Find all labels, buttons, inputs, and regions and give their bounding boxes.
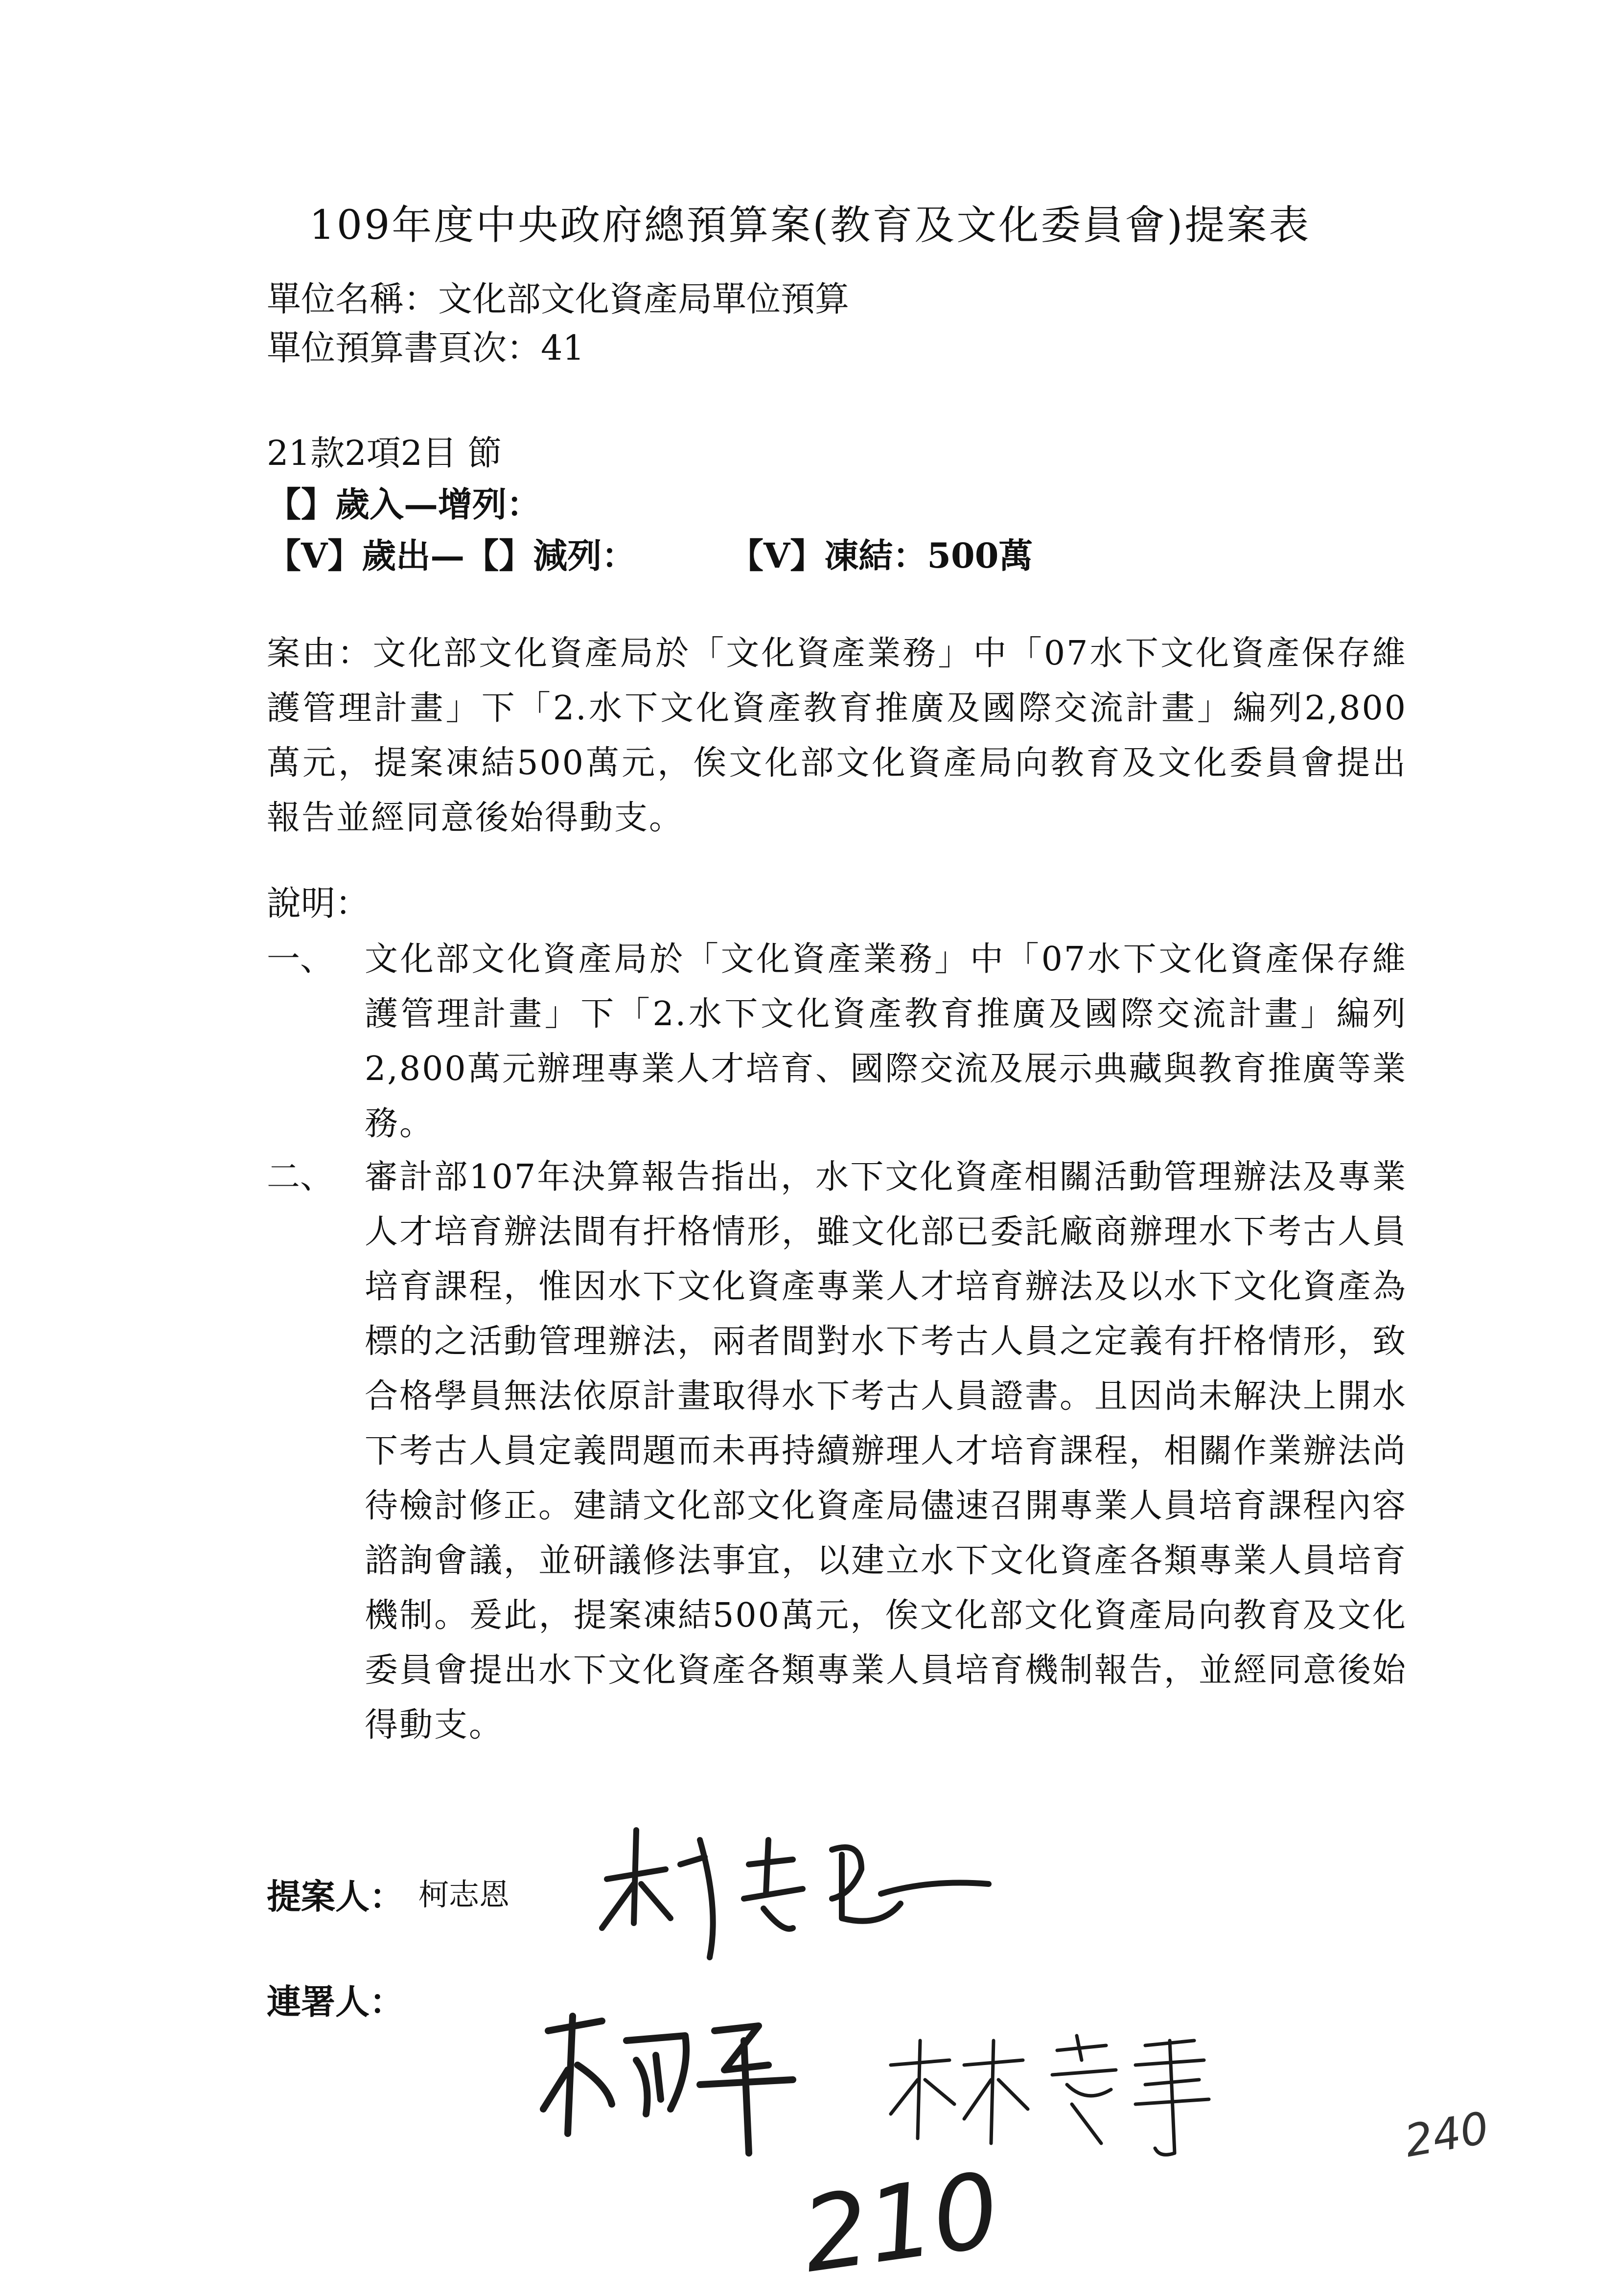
document-title: 109年度中央政府總預算案(教育及文化委員會)提案表 xyxy=(309,202,1311,249)
page-reference: 單位預算書頁次：41 xyxy=(267,328,585,368)
explanation-label: 說明： xyxy=(267,883,370,923)
unit-name: 單位名稱：文化部文化資產局單位預算 xyxy=(267,279,849,319)
explanation-number: 二、 xyxy=(267,1158,334,1196)
cosigner-signature-2 xyxy=(881,2031,1233,2160)
expenditure-line: 【V】歲出—【】減列： xyxy=(267,535,636,576)
proposer-label: 提案人： xyxy=(267,1876,404,1917)
explanation-number: 一、 xyxy=(267,940,334,979)
explanation-text: 審計部107年決算報告指出，水下文化資產相關活動管理辦法及專業人才培育辦法間有扞格情形，雖文化部已委託廠商辦理水下考古人員培育課程，惟因水下文化資產專業人才培育辦法及以水下文化資產為標的之活動管理辦法，兩者間對水下考古人員之定義有扞格情形，致合格學員無法依原計畫取得水下考古人員證書。且因尚未解決上開水下考古人員定義問題而未再持續辦理人才培育課程，相關作業辦法尚待檢討修正。建請文化部文化資產局儘速召開專業人員培育課程內容諮詢會議，並研議修法事宜，以建立水下文化資產各類專業人員培育機制。爰此，提案凍結500萬元，俟文化部文化資產局向教育及文化委員會提出水下文化資產各類專業人員培育機制報告，並經同意後始得動支。 xyxy=(365,1158,1408,1745)
explanation-text: 文化部文化資產局於「文化資產業務」中「07水下文化資產保存維護管理計畫」下「2.水下文化資產教育推廣及國際交流計畫」編列2,800萬元辦理專業人才培育、國際交流及展示典藏與教育推廣等業務。 xyxy=(365,940,1407,1143)
revenue-line: 【】歲入—增列： xyxy=(267,484,541,525)
freeze-line: 【V】凍結：500萬 xyxy=(729,535,1033,576)
handwritten-note: 210 xyxy=(795,2150,1006,2296)
case-reason: 案由：文化部文化資產局於「文化資產業務」中「07水下文化資產保存維護管理計畫」下「2.水下文化資產教育推廣及國際交流計畫」編列2,800萬元，提案凍結500萬元，俟文化部文化資產局向教育及文化委員會提出報告並經同意後始得動支。 xyxy=(267,634,1407,837)
budget-item: 21款2項2目 節 xyxy=(267,433,502,473)
proposer-signature xyxy=(587,1811,1028,1989)
handwritten-note-2: 240 xyxy=(1401,2102,1493,2168)
cosigner-signature xyxy=(538,2011,891,2160)
proposer-name: 柯志恩 xyxy=(418,1877,510,1912)
cosigner-label: 連署人： xyxy=(267,1981,404,2022)
